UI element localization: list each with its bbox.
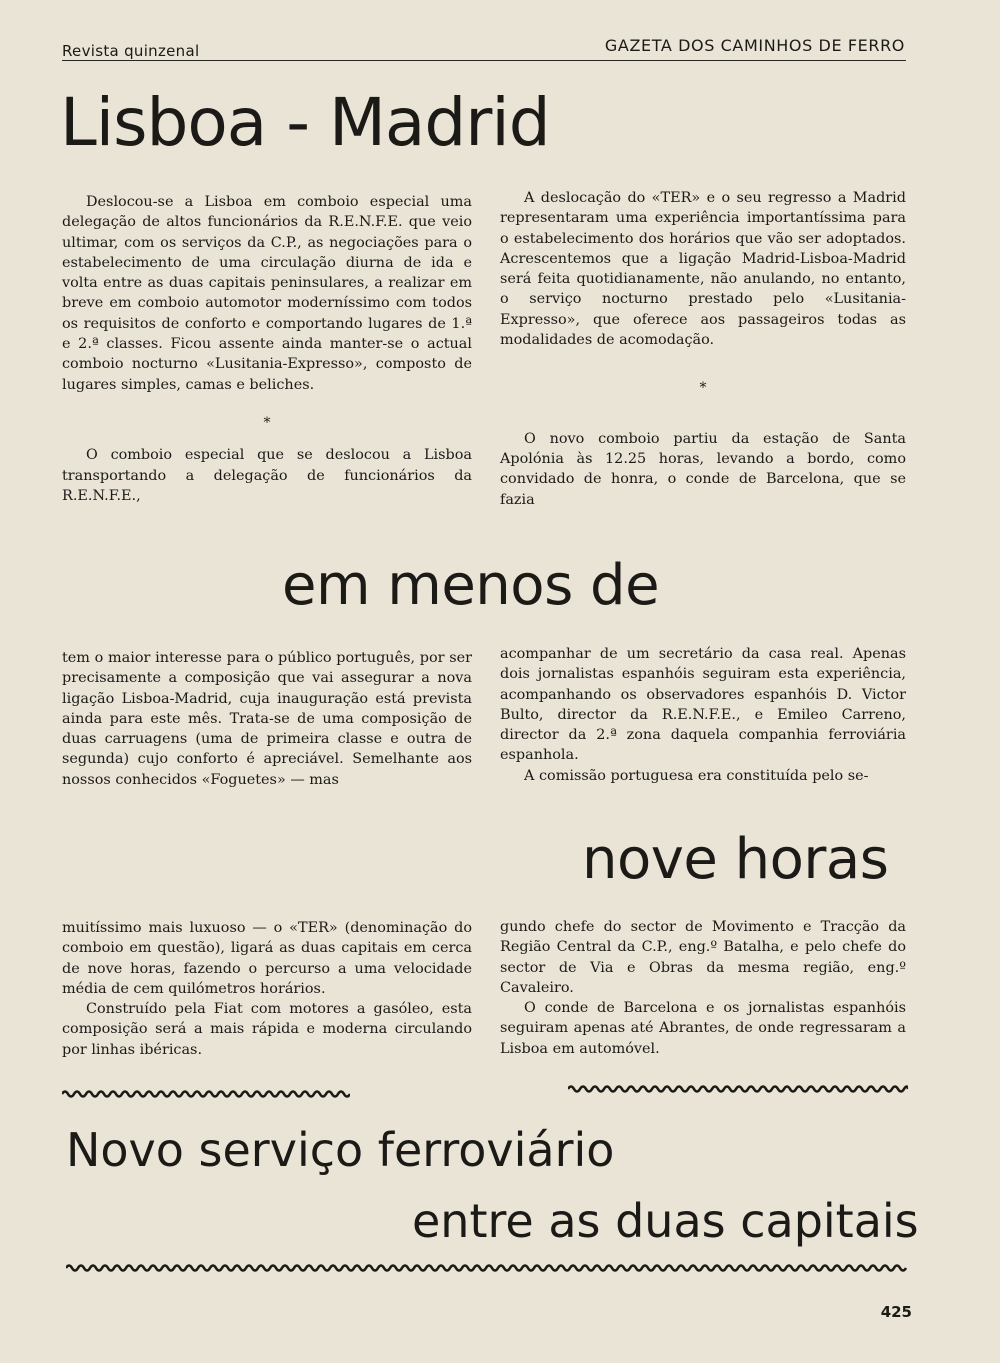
- header-left: Revista quinzenal: [62, 42, 200, 60]
- paragraph: A deslocação do «TER» e o seu regresso a Madrid representaram uma experiência importantíssima para o estabelecimento dos horários que vão ser adoptados. Acrescentemos que a ligação Madrid-Lisboa-Madrid será feita quotidianamente, não anulando, no entanto, o serviço nocturno prestado pelo «Lusitania-Expresso», que oferece aos passageiros todas as modalidades de acomodação.: [500, 190, 906, 349]
- subtitle-line-2: entre as duas capitais: [412, 1194, 919, 1248]
- header-rule: [62, 60, 906, 61]
- article-title: Lisboa - Madrid: [60, 84, 550, 161]
- paragraph: A comissão portuguesa era constituída pelo se-: [524, 767, 869, 784]
- column-left-1: [62, 192, 472, 506]
- paragraph: Deslocou-se a Lisboa em comboio especial uma delegação de altos funcionários da R.E.N.F.E. que veio ultimar, com os serviços da C.P., as negociações para o estabelecimento de uma circulação diurna de ida e volta entre as duas capitais peninsulares, a realizar em breve em comboio automotor moderníssimo com todos os requisitos de conforto e comportando lugares de 1.ª e 2.ª classes. Ficou assente ainda manter-se o actual comboio nocturno «Lusitania-Expresso», composto de lugares simples, camas e beliches.: [62, 194, 472, 393]
- paragraph: tem o maior interesse para o público português, por ser precisamente a composição que vai assegurar a nova ligação Lisboa-Madrid, cuja inauguração está prevista ainda para este mês. Trata-se de uma composição de duas carruagens (uma de primeira classe e outra de segunda) cujo conforto é apreciável. Semelhante aos nossos conhecidos «Foguetes» — mas: [62, 650, 472, 788]
- paragraph: O comboio especial que se deslocou a Lisboa transportando a delegação de funcionários da R.E.N.F.E.,: [62, 447, 472, 504]
- column-right-2: [500, 644, 906, 786]
- column-right-3: [500, 917, 906, 1059]
- subtitle-line-1: Novo serviço ferroviário: [66, 1123, 615, 1177]
- headline-fragment-1: em menos de: [282, 553, 660, 618]
- paragraph: O conde de Barcelona e os jornalistas espanhóis seguiram apenas até Abrantes, de onde regressaram a Lisboa em automóvel.: [500, 1000, 906, 1057]
- header-right: GAZETA DOS CAMINHOS DE FERRO: [604, 36, 905, 55]
- paragraph: Construído pela Fiat com motores a gasóleo, esta composição será a mais rápida e moderna circulando por linhas ibéricas.: [62, 1001, 472, 1058]
- column-right-1: [500, 188, 906, 510]
- paragraph: muitíssimo mais luxuoso — o «TER» (denominação do comboio em questão), ligará as duas capitais em cerca de nove horas, fazendo o percurso a uma velocidade média de cem quilómetros horários.: [62, 920, 472, 997]
- paragraph: acompanhar de um secretário da casa real. Apenas dois jornalistas espanhóis seguiram esta experiência, acompanhando os observadores espanhóis D. Victor Bulto, director da R.E.N.F.E., e Emileo Carreno, director da 2.ª zona daquela companhia ferroviária espanhola.: [500, 646, 906, 764]
- page-number: 425: [880, 1303, 912, 1321]
- paragraph: gundo chefe do sector de Movimento e Tracção da Região Central da C.P., eng.º Batalha, e pelo chefe do sector de Via e Obras da mesma região, eng.º Cavaleiro.: [500, 919, 906, 996]
- star-separator: *: [699, 380, 707, 397]
- headline-fragment-2: nove horas: [582, 827, 889, 892]
- paragraph: O novo comboio partiu da estação de Santa Apolónia às 12.25 horas, levando a bordo, como convidado de honra, o conde de Barcelona, que se fazia: [500, 430, 906, 508]
- wave-rule-left: [62, 1089, 350, 1099]
- star-separator: *: [263, 414, 271, 431]
- wave-rule-bottom: [66, 1263, 910, 1273]
- wave-rule-right: [568, 1084, 908, 1094]
- column-left-3: [62, 918, 472, 1060]
- column-left-2: [62, 648, 472, 790]
